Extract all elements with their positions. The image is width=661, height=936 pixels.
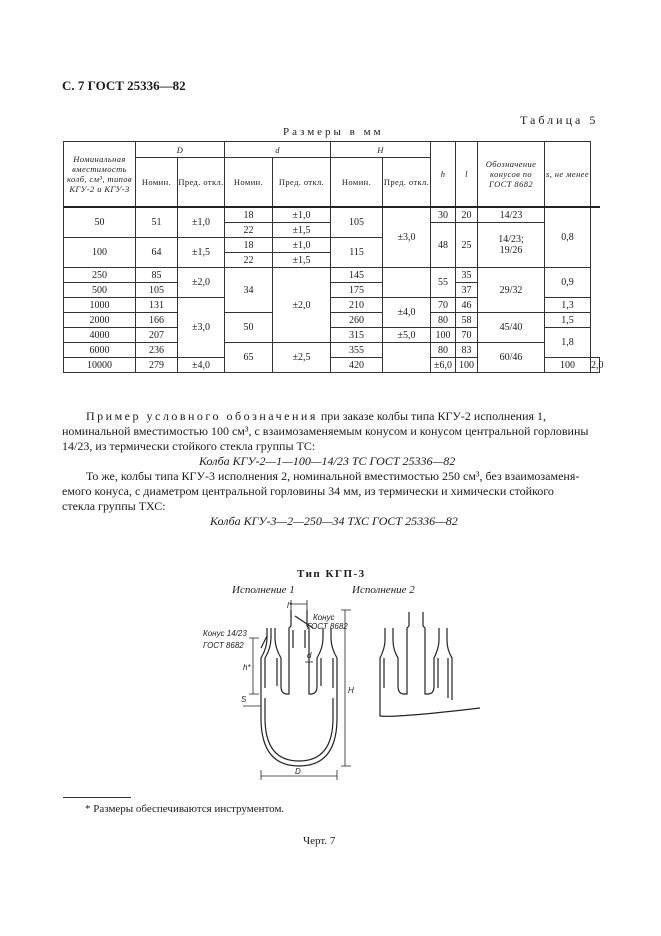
cell: 50 — [225, 313, 273, 343]
designation-2: Колба КГУ-3—2—250—34 ТХС ГОСТ 25336—82 — [210, 514, 458, 528]
cell: 355 — [331, 343, 383, 358]
designation-1: Колба КГУ-2—1—100—14/23 ТС ГОСТ 25336—82 — [199, 454, 456, 468]
drawing-title: Тип КГП-3 — [297, 568, 366, 580]
cell: 58 — [456, 313, 478, 328]
cell: 65 — [225, 343, 273, 373]
header-l: l — [456, 142, 478, 208]
example-lead: Пример условного обозначения — [86, 409, 318, 423]
cell: 55 — [431, 268, 456, 298]
cell: ±3,0 — [383, 207, 431, 268]
cell: 10000 — [64, 358, 136, 373]
table-title: Размеры в мм — [283, 126, 384, 138]
cell: ±2,5 — [273, 343, 331, 373]
cell: 100 — [456, 358, 478, 373]
cell: ±1,0 — [178, 207, 225, 238]
cell: 207 — [136, 328, 178, 343]
header-d-tol: Пред. откл. — [273, 158, 331, 208]
cell: 48 — [431, 223, 456, 268]
cell: 25 — [456, 223, 478, 268]
cell: 6000 — [64, 343, 136, 358]
header-d-nom: Номин. — [225, 158, 273, 208]
cell: 100 — [545, 358, 591, 373]
cell: ±2,0 — [273, 268, 331, 343]
table-number: Таблица 5 — [520, 113, 599, 127]
cell: 2,0 — [591, 359, 604, 371]
cell: 80 — [431, 343, 456, 358]
cell: 29/32 — [478, 268, 545, 313]
cell: 260 — [331, 313, 383, 328]
page-header: С. 7 ГОСТ 25336—82 — [62, 78, 186, 93]
cell: 115 — [331, 238, 383, 268]
header-H-nom: Номин. — [331, 158, 383, 208]
cell: ±3,0 — [178, 298, 225, 358]
cell: 0,9 — [545, 268, 591, 298]
cell: 22 — [225, 253, 273, 268]
cell: 250 — [64, 268, 136, 283]
cell: 45/40 — [478, 313, 545, 343]
header-d: d — [225, 142, 331, 158]
label-H: H — [348, 686, 354, 695]
cone-1423b: 14/23; — [498, 234, 524, 245]
cell: 46 — [456, 298, 478, 313]
cell: 37 — [456, 283, 478, 298]
footnote-rule — [63, 797, 131, 798]
example-line-4: То же, колбы типа КГУ-3 исполнения 2, номинальной вместимостью 250 см³, без взаимозаменя- — [86, 469, 580, 483]
example-line-3: 14/23, из термически стойкого стекла группы ТС: — [62, 439, 316, 453]
header-h: h — [431, 142, 456, 208]
cell: 166 — [136, 313, 178, 328]
cell — [383, 343, 431, 373]
cell: 236 — [136, 343, 178, 358]
cell: ±4,0 — [178, 358, 225, 373]
cell: 18 — [225, 207, 273, 223]
header-cone: Обозначение конусов по ГОСТ 8682 — [478, 142, 545, 208]
label-d: d — [307, 651, 312, 660]
execution-1-label: Исполнение 1 — [232, 584, 295, 596]
cell: ±5,0 — [383, 328, 431, 343]
cell: ±1,5 — [273, 223, 331, 238]
cell: 2000 — [64, 313, 136, 328]
cell: ±1,5 — [178, 238, 225, 268]
label-cone2: Конус — [313, 613, 335, 622]
cell: 100 — [64, 238, 136, 268]
cell: 34 — [225, 268, 273, 313]
cell: ±1,0 — [273, 238, 331, 253]
example-line-1-rest: при заказе колбы типа КГУ-2 исполнения 1, — [320, 409, 547, 423]
footnote: * Размеры обеспечиваются инструментом. — [85, 803, 285, 815]
cell — [478, 223, 545, 268]
cell: ±6,0 — [431, 358, 456, 373]
execution-2-label: Исполнение 2 — [352, 584, 415, 596]
example-line-5: емого конуса, с диаметром центральной горловины 34 мм, из термически и химически стойкого — [62, 484, 554, 498]
cell: 145 — [331, 268, 383, 283]
cell — [383, 268, 431, 298]
cell: 315 — [331, 328, 383, 343]
cell: 131 — [136, 298, 178, 313]
dimensions-table — [63, 141, 604, 373]
cell: 279 — [136, 358, 178, 373]
flask1-inner — [265, 698, 333, 761]
example-line-1 — [86, 409, 546, 424]
cell: 70 — [456, 328, 478, 343]
cell: 50 — [64, 207, 136, 238]
header-s: s, не менее — [545, 142, 591, 208]
cell: 20 — [456, 207, 478, 223]
label-l: l* — [287, 601, 292, 610]
dim-l — [291, 600, 307, 610]
figure-caption: Черт. 7 — [303, 835, 336, 847]
cell: 80 — [431, 313, 456, 328]
cell: 210 — [331, 298, 383, 313]
cell: ±4,0 — [383, 298, 431, 328]
cell: 105 — [331, 207, 383, 238]
cone-1926: 19/26 — [499, 245, 523, 256]
cell: ±2,0 — [178, 268, 225, 298]
example-line-2: номинальной вместимостью 100 см³, с взаимозаменяемым конусом и конусом центральной горловины — [62, 424, 589, 438]
cell: 0,8 — [545, 207, 591, 268]
cell: 14/23 — [478, 207, 545, 223]
cell: 1,8 — [545, 328, 591, 358]
label-h: h* — [243, 663, 251, 672]
cell: 1000 — [64, 298, 136, 313]
header-H: H — [331, 142, 431, 158]
flask-drawing — [195, 598, 480, 783]
cell: 420 — [331, 358, 383, 373]
cell: 105 — [136, 283, 178, 298]
flask2-body — [380, 700, 480, 716]
cell: ±1,5 — [273, 253, 331, 268]
cell: 1,3 — [545, 298, 591, 313]
cell: 100 — [431, 328, 456, 343]
label-gost2: ГОСТ 8682 — [307, 622, 348, 631]
cell: 1,5 — [545, 313, 591, 328]
cell: 4000 — [64, 328, 136, 343]
label-gost1: ГОСТ 8682 — [203, 641, 244, 650]
example-line-6: стекла группы ТХС: — [62, 499, 166, 513]
header-capacity: Номинальная вместимость колб, см³, типов КГУ-2 и КГУ-3 — [64, 142, 136, 208]
label-cone1: Конус 14/23 — [203, 629, 247, 638]
cell: 60/46 — [478, 343, 545, 373]
header-H-tol: Пред. откл. — [383, 158, 431, 208]
cell: 35 — [456, 268, 478, 283]
header-D-nom: Номин. — [136, 158, 178, 208]
cell: 18 — [225, 238, 273, 253]
cell: 85 — [136, 268, 178, 283]
cell: 30 — [431, 207, 456, 223]
header-D-tol: Пред. откл. — [178, 158, 225, 208]
cell: 70 — [431, 298, 456, 313]
cell: 500 — [64, 283, 136, 298]
flask1-right-neck — [317, 628, 337, 698]
cell: 83 — [456, 343, 478, 358]
label-D: D — [295, 767, 301, 776]
cell: 175 — [331, 283, 383, 298]
flask1-body — [261, 698, 337, 766]
header-D: D — [136, 142, 225, 158]
label-S: S — [241, 695, 247, 704]
cell: ±1,0 — [273, 207, 331, 223]
cell: 22 — [225, 223, 273, 238]
cell: 51 — [136, 207, 178, 238]
cell: 64 — [136, 238, 178, 268]
